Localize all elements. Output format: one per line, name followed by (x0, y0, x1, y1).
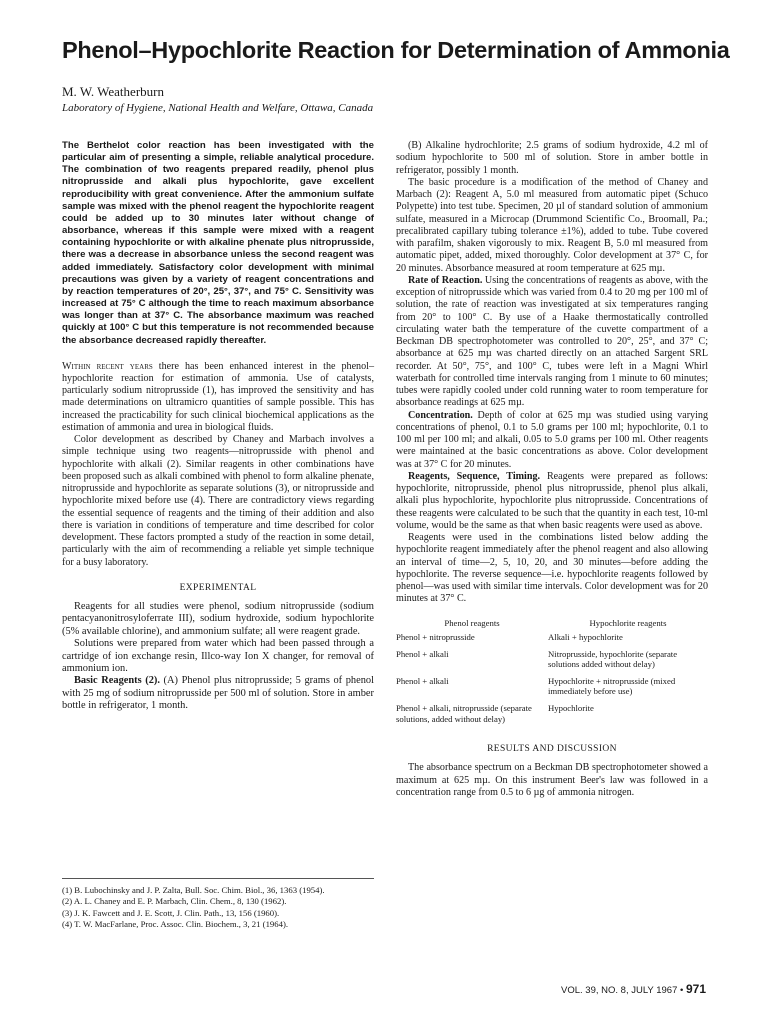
results-heading: RESULTS AND DISCUSSION (487, 744, 617, 755)
experimental-paragraph-2: Solutions were prepared from water which had been passed through a cartridge of ion exchange resin, Illco-way Ion X changer, for removal of ammonium ion. (62, 638, 374, 674)
table-cell-phenol: Phenol + nitroprusside (396, 632, 475, 643)
intro-lead-in: Within recent years (62, 360, 153, 372)
basic-reagents-heading: Basic Reagents (2). (74, 675, 160, 687)
table-cell-phenol: Phenol + alkali, nitroprusside (separate solutions, added without delay) (396, 703, 532, 724)
concentration-text: Depth of color at 625 mµ was studied using varying concentrations of phenol, 0.1 to 5.0 grams per 100 ml; hypochlorite, 0.1 to 100 ml per 100 ml; and alkali, 0.05 to 5.0 grams per 100 ml. Other reagents were maintained at the basic concentrations as above. Color development was at 37° C for 20 minutes. (396, 409, 708, 470)
page-number: 971 (685, 982, 706, 996)
table-cell-phenol: Phenol + alkali (396, 648, 449, 659)
table-cell-hypochlorite: Alkali + hypochlorite (548, 632, 623, 643)
reagent-combinations-table (396, 618, 708, 731)
table-row (396, 703, 708, 730)
rate-of-reaction-paragraph (396, 275, 708, 410)
combinations-paragraph: Reagents were used in the combinations listed below adding the hypochlorite reagent immediately after the phenol reagent and also allowing an interval of time—2, 5, 10, 20, and 30 minutes—before adding the hypochlorite. The reverse sequence—i.e. hypochlorite reagents followed by phenol—was used with similar time intervals. Color development was for 20 minutes at 37° C. (396, 532, 708, 605)
page-footer (561, 982, 706, 996)
table-cell-hypochlorite: Hypochlorite + nitroprusside (mixed immediately before use) (548, 675, 676, 697)
concentration-paragraph (396, 410, 708, 471)
concentration-heading: Concentration. (408, 409, 473, 421)
table-cell-hypochlorite: Nitroprusside, hypochlorite (separate solutions added without delay) (548, 648, 678, 670)
sequence-paragraph (396, 471, 708, 532)
intro-paragraph-2: Color development as described by Chaney and Marbach involves a simple technique using two reagents—nitroprusside with phenol and hypochlorite with alkali (2). Similar reagents in other combinations have been proposed such as alkali combined with phenol to form alkaline phenate, nitroprusside and hypochlorite as separate solutions (3), or nitroprusside and hypochlorite mixed before use (4). There are contradictory views regarding the essential sequence of reagents and the timing of their addition and also there is variation in conditions of temperature and time described for color development. These factors prompted a study of the reaction in some detail, particularly with the aim of recommending a reliable yet simple technique for a busy laboratory. (62, 434, 374, 568)
table-row (396, 676, 708, 703)
right-column (396, 140, 708, 799)
author-affiliation: Laboratory of Hygiene, National Health and Welfare, Ottawa, Canada (62, 102, 374, 114)
footnote-3: (3) J. K. Fawcett and J. E. Scott, J. Clin. Path., 13, 156 (1960). (62, 907, 280, 918)
table-header-row (396, 618, 708, 633)
sequence-text: Reagents were prepared as follows: hypochlorite, nitroprusside, phenol plus nitroprusside, phenol plus alkali, alkali plus hypochlorite, hypochlorite plus nitroprusside. Concentrations of these reagents were calculated to be such that the quantity in each test, 10-ml volume, would be the same as that when basic reagents were used as above. (396, 470, 708, 531)
basic-procedure-paragraph: The basic procedure is a modification of the method of Chaney and Marbach (2): Reagent A, 5.0 ml measured from automatic pipet (Schuco Polypette) into test tube. Specimen, 20 µl of standard solution of ammonium sulfate, measured in a Microcap (Drummond Scientific Co., Broomall, Pa.; precalibrated capillary tubing tolerance ±1%), added to tube. Tube covered with parafilm, shaken vigorously to mix. Reagent B, 5.0 ml measured from automatic pipet, added, mixed thoroughly. Color development at 37° C, for 20 minutes. Absorbance measured at room temperature at 625 mµ. (396, 176, 708, 274)
intro-paragraph-1-text: there has been enhanced interest in the phenol–hypochlorite reaction for estimation of ammonia. Use of catalysts, particularly sodium nitroprusside (1), has improved the sensitivity and has made determinations on ultramicro quantities of sample possible. This has increased the practicability for such clinical biochemical applications as the estimation of ammonia and urea in biological fluids. (62, 360, 375, 433)
left-column (62, 140, 374, 713)
footnotes (62, 878, 374, 930)
basic-reagents-paragraph (62, 675, 374, 712)
reagent-b-paragraph: (B) Alkaline hydrochlorite; 2.5 grams of sodium hydroxide, 4.2 ml of sodium hypochlorite to 500 ml of solution. Store in amber bottle in refrigerator, possibly 1 month. (396, 140, 708, 176)
author-name: M. W. Weatherburn (62, 84, 164, 99)
rate-of-reaction-text: Using the concentrations of reagents as above, with the exception of nitroprusside which was varied from 0.4 to 20 mg per 100 ml of solution, the rate of reaction was investigated at six temperatures ranging from 20° to 100° C. By use of a Haake thermostatically controlled circulating water bath the temperature of the cuvette compartment of a Beckman DB spectrophotometer was controlled to 20°, 25°, and 37° C; absorbance at 625 mµ was charted directly on an attached Sargent SRL recorder. At 50°, 75°, and 100° C, tubes were left in a Magni Whirl waterbath for controlled time intervals ranging from 1 minute to 60 minutes; tubes were rapidly cooled under cold running water to room temperature for absorbance readings at 625 mµ. (396, 274, 708, 409)
table-cell-hypochlorite: Hypochlorite (548, 703, 594, 714)
experimental-heading: EXPERIMENTAL (179, 582, 257, 593)
abstract: The Berthelot color reaction has been investigated with the particular aim of presenting a simple, reliable analytical procedure. The combination of two reagents prepared readily, phenol plus nitroprusside and alkali plus hypochlorite, gave excellent reproducibility with great convenience. After the ammonium sulfate sample was mixed with the phenol reagent the hypochlorite reagent could be added up to 30 minutes later without change of absorbance, whereas if this sample were mixed with a reagent containing hypochlorite or with alkaline phenate plus nitroprusside, there was a decrease in absorbance unless the second reagent was added immediately. Satisfactory color development with minimal precautions was given by a variety of reagent concentrations and by reaction temperatures of 20°, 25°, 37°, and 75° C. Sensitivity was increased at 75° C although the time to reach maximum absorbance was longer than at 37° C. The absorbance maximum was reached quickly at 100° C but this temperature is not recommended because the absorbance decreased rapidly thereafter. (62, 140, 374, 346)
table-header-hypochlorite: Hypochlorite reagents (589, 617, 667, 628)
table-row (396, 632, 708, 649)
footnote-4: (4) T. W. MacFarlane, Proc. Assoc. Clin. Biochem., 3, 21 (1964). (62, 918, 289, 929)
rate-of-reaction-heading: Rate of Reaction. (408, 274, 483, 286)
basic-reagents-text: (A) Phenol plus nitroprusside; 5 grams of phenol with 25 mg of sodium nitroprusside per 500 ml of solution. Store in amber bottle in refrigerator, 1 month. (62, 675, 374, 712)
article-title: Phenol–Hypochlorite Reaction for Determination of Ammonia (62, 37, 730, 63)
table-header-phenol: Phenol reagents (444, 617, 500, 628)
sequence-heading: Reagents, Sequence, Timing. (408, 470, 541, 482)
table-row (396, 649, 708, 676)
footnote-1: (1) B. Lubochinsky and J. P. Zalta, Bull. Soc. Chim. Biol., 36, 1363 (1954). (62, 885, 325, 895)
intro-paragraph-1 (62, 361, 374, 435)
experimental-paragraph-1: Reagents for all studies were phenol, sodium nitroprusside (sodium pentacyanonitrosyloferrate III), sodium hydroxide, sodium hypochlorite (5% available chlorine), and ammonium sulfate; all were reagent grade. (62, 600, 374, 637)
footnote-2: (2) A. L. Chaney and E. P. Marbach, Clin. Chem., 8, 130 (1962). (62, 896, 287, 907)
table-cell-phenol: Phenol + alkali (396, 675, 449, 686)
journal-issue: VOL. 39, NO. 8, JULY 1967 • (561, 985, 684, 996)
results-paragraph: The absorbance spectrum on a Beckman DB spectrophotometer showed a maximum at 625 mµ. On this instrument Beer's law was followed in a concentration range from 0.5 to 6 µg of ammonia nitrogen. (396, 762, 708, 798)
